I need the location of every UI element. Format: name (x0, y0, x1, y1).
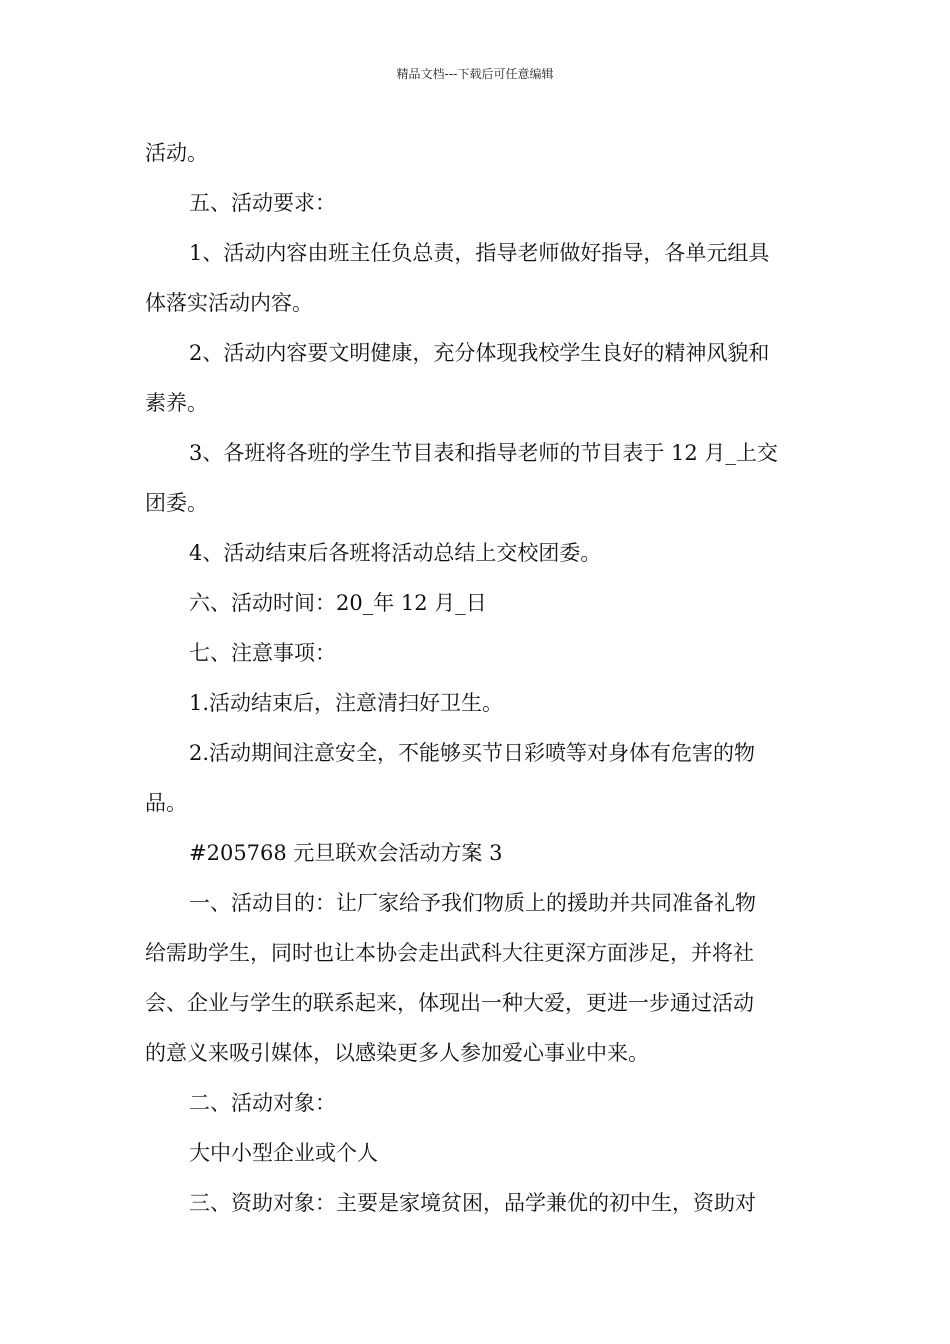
text-line: 的意义来吸引媒体，以感染更多人参加爱心事业中来。 (145, 1041, 649, 1065)
text-line: 体落实活动内容。 (145, 291, 313, 315)
text-line: 素养。 (145, 391, 208, 415)
text-line: 给需助学生，同时也让本协会走出武科大往更深方面涉足，并将社 (145, 941, 754, 965)
document-body (145, 128, 805, 1228)
text-line: 一、活动目的：让厂家给予我们物质上的援助并共同准备礼物 (189, 891, 756, 915)
text-line: 1.活动结束后，注意清扫好卫生。 (189, 691, 504, 715)
text-line: 大中小型企业或个人 (189, 1141, 378, 1165)
text-line: 活动。 (145, 141, 208, 165)
text-line: 五、活动要求： (189, 191, 336, 215)
text-line: 1、活动内容由班主任负总责，指导老师做好指导，各单元组具 (189, 241, 770, 265)
text-line: 4、活动结束后各班将活动总结上交校团委。 (189, 541, 602, 565)
text-line: 团委。 (145, 491, 208, 515)
text-line: 3、各班将各班的学生节目表和指导老师的节目表于 12 月_上交 (189, 441, 778, 465)
page-header: 精品文档---下载后可任意编辑 (396, 67, 554, 81)
text-line: 2.活动期间注意安全，不能够买节日彩喷等对身体有危害的物 (189, 741, 756, 765)
text-line: 七、注意事项： (189, 641, 336, 665)
text-line: 2、活动内容要文明健康，充分体现我校学生良好的精神风貌和 (189, 341, 770, 365)
text-line: 三、资助对象：主要是家境贫困，品学兼优的初中生，资助对 (189, 1191, 756, 1215)
text-line: 会、企业与学生的联系起来，体现出一种大爱，更进一步通过活动 (145, 991, 754, 1015)
text-line: #205768 元旦联欢会活动方案 3 (189, 841, 503, 865)
text-line: 六、活动时间：20_年 12 月_日 (189, 591, 487, 615)
text-line: 二、活动对象： (189, 1091, 336, 1115)
text-line: 品。 (145, 791, 187, 815)
